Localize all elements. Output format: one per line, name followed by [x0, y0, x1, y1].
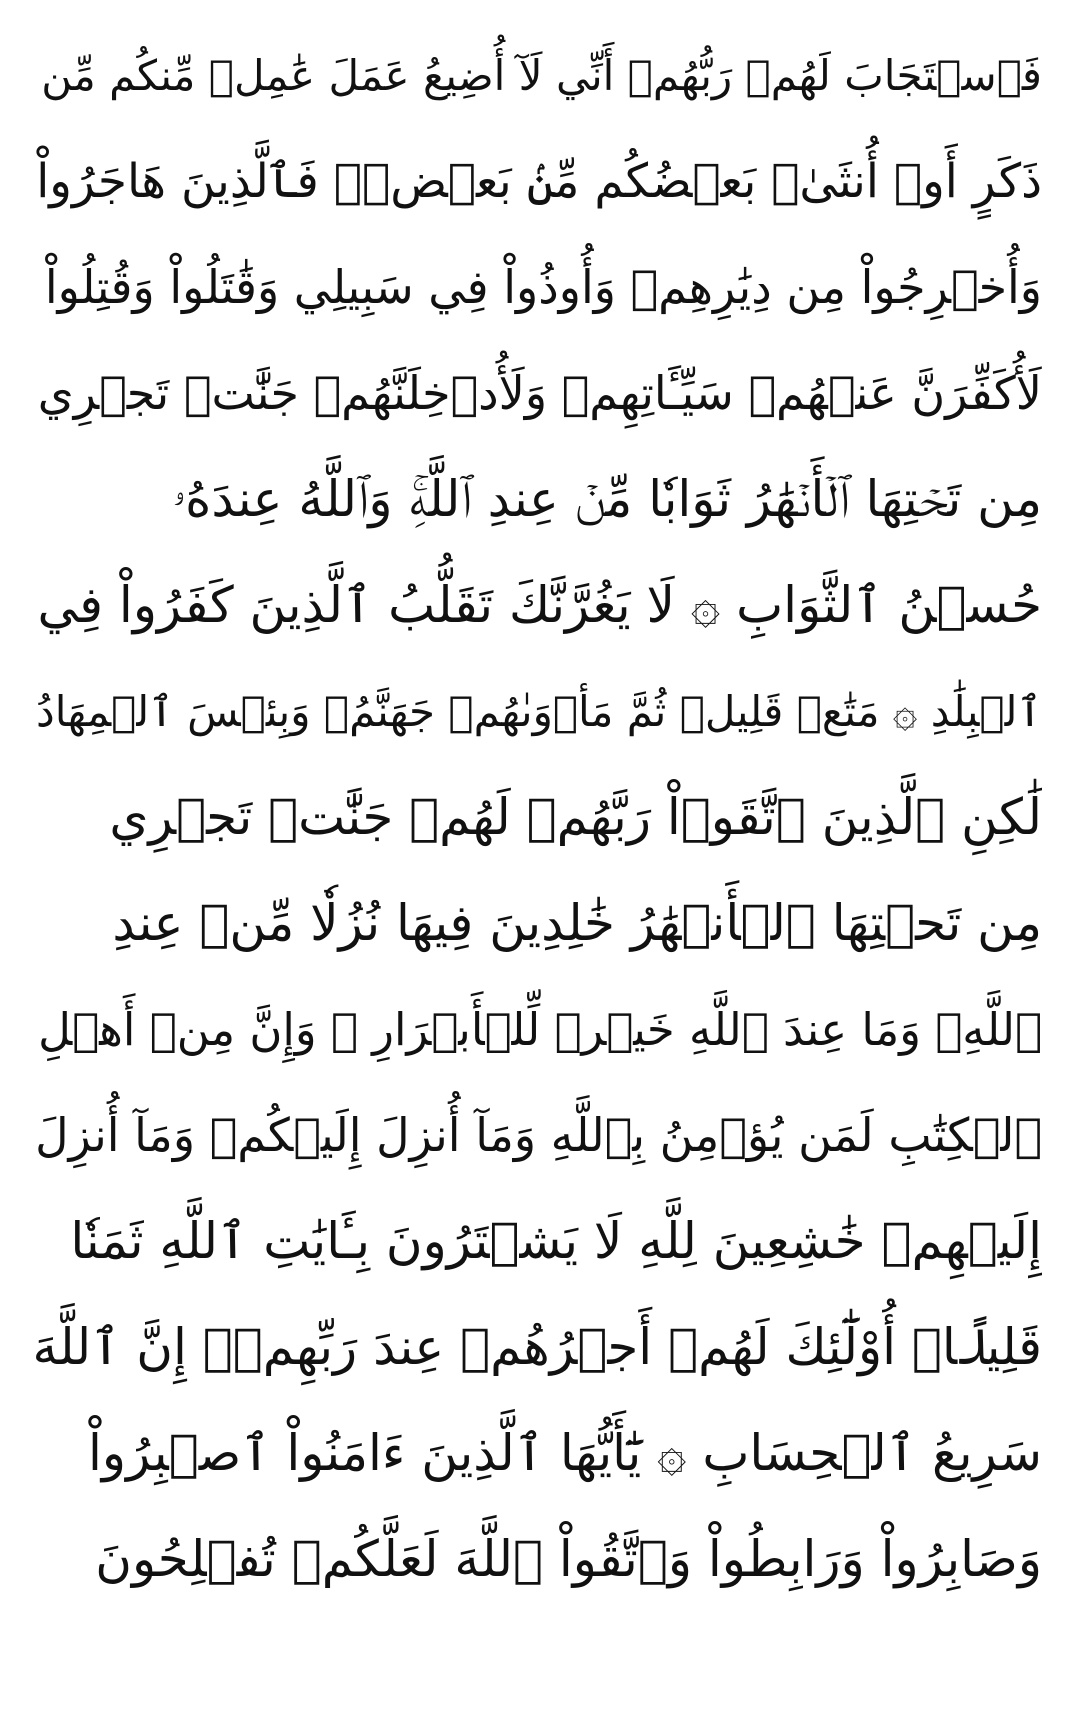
text-line-2: ذَكَرٍ أَوۡ أُنثَىٰۖ بَعۡضُكُم مِّنۢ بَعۡضٖۖ فَٱلَّذِينَ هَاجَرُواْ	[36, 153, 1042, 209]
text-line-4: لَأُكَفِّرَنَّ عَنۡهُمۡ سَيِّـَٔاتِهِمۡ وَلَأُدۡخِلَنَّهُمۡ جَنَّٰتٖ تَجۡرِي	[37, 366, 1042, 420]
text-line-8: لَٰكِنِ ٱلَّذِينَ ٱتَّقَوۡاْ رَبَّهُمۡ لَهُمۡ جَنَّٰتٞ تَجۡرِي	[109, 788, 1042, 846]
text-line-15: وَصَابِرُواْ وَرَابِطُواْ وَٱتَّقُواْ ٱللَّهَ لَعَلَّكُمۡ تُفۡلِحُونَ	[95, 1530, 1042, 1588]
text-line-10: ٱللَّهِۗ وَمَا عِندَ ٱللَّهِ خَيۡرٞ لِّلۡأَبۡرَارِ ۞ وَإِنَّ مِنۡ أَهۡلِ	[38, 1002, 1042, 1056]
text-line-12: إِلَيۡهِمۡ خَٰشِعِينَ لِلَّهِ لَا يَشۡتَرُونَ بِـَٔايَٰتِ ٱللَّهِ ثَمَنٗا	[70, 1212, 1042, 1270]
verse-text-block	[24, 22, 1042, 1612]
text-line-1: فَٱسۡتَجَابَ لَهُمۡ رَبُّهُمۡ أَنِّي لَآ أُضِيعُ عَمَلَ عَٰمِلٖ مِّنكُم مِّن	[41, 50, 1042, 100]
text-line-3: وَأُخۡرِجُواْ مِن دِيَٰرِهِمۡ وَأُوذُواْ فِي سَبِيلِي وَقَٰتَلُواْ وَقُتِلُواْ	[44, 260, 1042, 314]
text-line-14: سَرِيعُ ٱلۡحِسَابِ ۞ يَٰٓأَيُّهَا ٱلَّذِينَ ءَامَنُواْ ٱصۡبِرُواْ	[88, 1424, 1042, 1482]
text-line-9: مِن تَحۡتِهَا ٱلۡأَنۡهَٰرُ خَٰلِدِينَ فِيهَا نُزُلٗا مِّنۡ عِندِ	[112, 894, 1042, 952]
text-line-5: مِن تَحۡتِهَا ٱلۡأَنۡهَٰرُ ثَوَابٗا مِّنۡ عِندِ ٱللَّهِۚ وَٱللَّهُ عِندَهُۥ	[172, 469, 1042, 528]
text-line-11: ٱلۡكِتَٰبِ لَمَن يُؤۡمِنُ بِٱللَّهِ وَمَآ أُنزِلَ إِلَيۡكُمۡ وَمَآ أُنزِلَ	[35, 1108, 1042, 1162]
text-line-7: ٱلۡبِلَٰدِ ۞ مَتَٰعٞ قَلِيلٞ ثُمَّ مَأۡوَىٰهُمۡ جَهَنَّمُۖ وَبِئۡسَ ٱلۡمِهَادُ	[36, 686, 1042, 736]
text-line-13: قَلِيلًاۚ أُوْلَٰٓئِكَ لَهُمۡ أَجۡرُهُمۡ عِندَ رَبِّهِمۡۗ إِنَّ ٱللَّهَ	[32, 1318, 1042, 1376]
text-line-6: حُسۡنُ ٱلثَّوَابِ ۞ لَا يَغُرَّنَّكَ تَقَلُّبُ ٱلَّذِينَ كَفَرُواْ فِي	[37, 576, 1042, 634]
